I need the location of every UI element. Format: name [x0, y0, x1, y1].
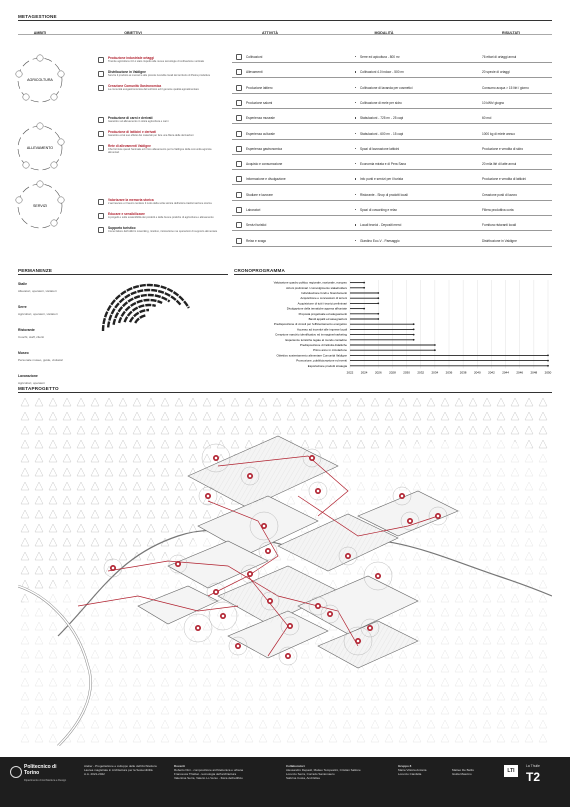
row-divider — [232, 62, 552, 63]
marker-glyph — [317, 605, 319, 607]
gantt-year-label: 2044 — [502, 370, 509, 375]
marker-glyph — [437, 515, 439, 517]
modalita-label: Stabulazioni - 600 m² - 15 capi — [360, 131, 404, 136]
attivita-label: Produzione lattiero — [246, 85, 273, 90]
modalita-label: Ristorante - Shop di prodotti locali — [360, 192, 408, 197]
gantt-year-label: 2048 — [530, 370, 538, 375]
gantt-bar-end — [547, 355, 549, 357]
connector-dot — [355, 133, 356, 134]
department: Dipartimento di Architettura e Design — [24, 779, 67, 782]
row-divider — [232, 108, 552, 109]
gantt-bar-end — [363, 282, 365, 284]
marker-glyph — [249, 573, 251, 575]
objective-icon — [98, 213, 104, 219]
cronoprogramma-title: CRONOPROGRAMMA — [234, 268, 286, 273]
risultato-label: 10 kWh/ giugno — [482, 100, 505, 105]
marker-glyph — [197, 627, 199, 629]
museum-icon — [236, 115, 242, 121]
metaprogetto-title: METAPROGETTO — [18, 386, 59, 391]
gantt-task-label: Predisposizione di l'attività didattiche — [300, 343, 347, 347]
row-divider — [232, 184, 552, 185]
gantt-task-label: Obiettivo sostentamento alimentare Comunità Valdigne — [276, 353, 347, 358]
permanenza-sub: Cuochi, staff, clienti — [18, 335, 44, 339]
university-seal — [10, 766, 22, 778]
connector-dot — [355, 194, 356, 195]
obiettivo-desc: Servire il prodotto ai mercati e alle piccole rivendite locali del territorio di Pietra produttiva — [108, 74, 210, 77]
gantt-task-label: Bandi appalti ed assegnazioni — [308, 317, 347, 321]
collaboratori-label: Collaboratori — [286, 764, 305, 768]
obiettivo-desc: Garantire ed al suo effetto dei materiali per fare una filiera delle derivazioni — [108, 134, 194, 137]
gantt-year-label: 2038 — [459, 370, 467, 375]
gantt-task-label: Divulgazione della tematiche appena affrontate — [286, 306, 347, 311]
marker-glyph — [329, 613, 331, 615]
modalita-label: Locali tecnici - Depositi merci — [360, 223, 402, 228]
risultato-label: Creazione posti di lavoro — [482, 192, 518, 197]
col-risultati: RISULTATI — [502, 31, 520, 35]
gantt-bar-end — [377, 292, 379, 294]
group-members-2: Matteo De Bellis Giulia Mascino — [452, 768, 474, 776]
gantt-task-label: Proposta progettuale ed adeguamenti — [298, 311, 347, 316]
marker-glyph — [369, 627, 371, 629]
modalita-label: Info punti e servizi per il turista — [360, 177, 404, 182]
modalita-label: Spazi di coworking e relax — [360, 208, 398, 212]
obiettivo-desc: L'accrescere e il lavoro rendere il ruolo della volta storica dell'antica trasformazione storica — [108, 202, 212, 205]
permanenza-sub: Personale museo, guide, visitatori — [18, 358, 64, 362]
marker-glyph — [269, 600, 271, 602]
gantt-bar-end — [413, 339, 415, 341]
gantt-year-label: 2030 — [403, 370, 410, 375]
marker-glyph — [215, 457, 217, 459]
marker-glyph — [237, 645, 239, 647]
collaboratori-list: Alessandro Depaoli, Matteo Tempestini, Cristian Sallone Lorenzo Serra, Corrado Santomauro Sabrina Costa, Andi Elisa — [286, 768, 361, 780]
connector-dot — [355, 148, 356, 149]
risultato-label: 76 ettari di ortaggi annui — [482, 55, 517, 59]
row-divider — [232, 215, 552, 216]
ambiti-diagram — [10, 50, 90, 250]
gantt-bar-end — [377, 313, 379, 315]
row-divider — [232, 246, 552, 247]
permanenza-arc — [135, 315, 146, 323]
obiettivo-title: Supporto turistico — [108, 226, 136, 230]
ambito-agricoltura: AGRICOLTURA — [27, 78, 53, 82]
risultato-label: 60 mcl — [482, 116, 492, 121]
gantt-year-label: 2036 — [445, 370, 453, 375]
attivita-label: Esperienza gastronomica — [246, 146, 282, 151]
marker-glyph — [215, 591, 217, 593]
obiettivo-title: Rete di allevamenti Valdigne — [108, 144, 151, 148]
permanenza-sub: Agricoltori, operatori, visitatori — [18, 312, 58, 316]
cart-icon — [236, 161, 242, 167]
permanenza-sub: Allevatori, operatori, visitatori — [18, 289, 57, 293]
ambito-allevamento: ALLEVAMENTO — [26, 146, 54, 150]
gantt-bar-end — [413, 323, 415, 325]
risultato-label: Filiera produttiva corta — [482, 208, 514, 212]
connector-dot — [355, 102, 356, 103]
permanenza-label: Lavorazione — [18, 374, 38, 378]
gantt-task-label: Accesso ad incentivi alle imprese locali — [297, 327, 347, 332]
objective-icon — [98, 117, 104, 123]
brand-logo: LTI — [504, 765, 518, 777]
cronoprogramma-rule — [234, 274, 552, 275]
gantt-task-label: Valutazione quadro politico regionale, nazionale, europeo — [273, 280, 347, 285]
connector-dot — [355, 56, 356, 57]
marker-glyph — [347, 555, 349, 557]
bottle-icon — [236, 85, 242, 91]
metaprogetto-rule — [18, 392, 552, 393]
marker-glyph — [222, 615, 224, 617]
risultato-label: 1000 kg di miele annuo — [482, 131, 515, 136]
modalita-label: Coltivazioni 4.0 indoor - 500 m² — [360, 70, 405, 75]
course-info: Atelier - Progettazione e sviluppo delle dell'Architettura Laurea magistrale in Architettura per la Sostenibilità A.A. 2021-2022 — [84, 764, 157, 776]
gantt-year-label: 2028 — [389, 370, 396, 375]
gantt-year-label: 2046 — [516, 370, 524, 375]
gantt-year-label: 2026 — [374, 370, 382, 375]
gantt-task-label: Esperienze turistiche legate al mondo contadino — [285, 337, 347, 342]
row-divider — [232, 200, 552, 201]
gantt-task-label: Primo anno in circolazione — [313, 348, 347, 353]
group-label: Gruppo 8 — [398, 764, 412, 768]
marker-glyph — [263, 525, 265, 527]
marker-glyph — [267, 550, 269, 552]
obiettivo-title: Valorizzare la memoria storica — [108, 198, 154, 202]
metagestione-title: METAGESTIONE — [18, 14, 57, 19]
modalita-label: Economia mirata e di Pera Sana — [360, 162, 406, 167]
row-divider — [232, 139, 552, 140]
row-divider — [232, 230, 552, 231]
connector-dot — [355, 87, 356, 88]
marker-glyph — [409, 520, 411, 522]
gantt-year-label: 2042 — [488, 370, 495, 375]
table-number: T2 — [526, 770, 541, 784]
marker-glyph — [357, 640, 359, 642]
marker-glyph — [177, 563, 179, 565]
group-members-1: Maria Vittoria Antonia Lorenzo Cianfella — [398, 768, 427, 776]
gantt-bar-end — [377, 303, 379, 305]
obiettivo-desc: A progetti e sulle sostenibilità dei prodotti e delle buone pratiche di agricoltura e allevamento — [108, 216, 214, 219]
gantt-year-label: 2032 — [417, 370, 425, 375]
gantt-bar-end — [377, 318, 379, 320]
objective-icon — [98, 199, 104, 205]
permanenza-arc — [130, 310, 149, 322]
gantt-bar-end — [547, 360, 549, 362]
objective-icon — [98, 57, 104, 63]
attivita-label: Coltivazioni — [246, 55, 263, 59]
risultato-label: Consumo acqua > 15 litri / giorno — [482, 85, 529, 90]
marker-glyph — [401, 495, 403, 497]
permanenze-title: PERMANENZE — [18, 268, 53, 273]
obiettivo-title: Produzione di latticini e derivati — [108, 130, 156, 134]
gantt-bar-end — [363, 287, 365, 289]
attivita-label: Acquisto e consumazione — [246, 162, 283, 167]
permanenza-sub: Agricoltori, operatori — [18, 381, 45, 385]
gantt-bar-end — [413, 329, 415, 331]
objective-icon — [98, 85, 104, 91]
marker-glyph — [207, 495, 209, 497]
row-divider — [232, 154, 552, 155]
col-attivita: ATTIVITÀ — [262, 31, 278, 35]
risultato-label: Produzione e vendita di sidro — [482, 146, 524, 151]
marker-glyph — [249, 475, 251, 477]
permanenza-label: Ristorante — [18, 328, 35, 332]
gantt-bar-end — [434, 349, 436, 351]
row-divider — [232, 93, 552, 94]
info-icon — [236, 176, 242, 182]
gantt-chart — [234, 278, 552, 378]
modalita-label: Stabulazioni - 725 m² - 25 capi — [360, 116, 404, 121]
row-divider — [232, 169, 552, 170]
gantt-year-label: 2022 — [346, 370, 354, 375]
modalita-label: Coltivazione di lavanda per cosmetici — [360, 85, 413, 90]
gantt-task-label: Acquisizione di tutti i tecnici preliminari — [297, 301, 347, 306]
bed-icon — [236, 222, 242, 228]
gantt-bar-end — [547, 365, 549, 367]
gantt-bar-end — [413, 334, 415, 336]
tool-icon — [236, 207, 242, 213]
gantt-bar-end — [377, 297, 379, 299]
gantt-task-label: Azioni preliminari / coinvolgimento stakeholders — [286, 285, 347, 290]
obiettivo-title: Educare e sensibilizzare — [108, 212, 145, 216]
laptop-icon — [236, 192, 242, 198]
gantt-year-label: 2040 — [473, 370, 481, 375]
permanenze-arc-chart — [94, 276, 204, 386]
tree-icon — [236, 238, 242, 244]
col-ambiti: AMBITI — [33, 31, 47, 35]
permanenze-rule — [18, 274, 228, 275]
ambito-servizi: SERVIZI — [33, 204, 47, 208]
obiettivo-title: Distribuzione in Valdigne — [108, 70, 146, 74]
connector-dot — [355, 117, 356, 118]
site-axonometry — [18, 396, 552, 746]
place-name: La Thuile — [526, 764, 540, 768]
docenti-list: Roberto Dini - composizione architettonica e urbana Francesca Thiébat - tecnologia dell'architettura Valentina Serra, Valerio Lo Verso - fisica dell'edificio — [174, 768, 244, 780]
gantt-year-label: 2050 — [544, 370, 552, 375]
marker-glyph — [112, 567, 114, 569]
fork-icon — [236, 146, 242, 152]
connector-dot — [355, 240, 356, 241]
connector-dot — [355, 224, 356, 225]
obiettivo-title: Produzione di carni e derivati — [108, 116, 153, 120]
marker-glyph — [289, 625, 291, 627]
book-icon — [236, 131, 242, 137]
university-name: Politecnico di Torino — [24, 764, 57, 776]
permanenza-label: Stalle — [18, 282, 28, 286]
ham-icon — [236, 100, 242, 106]
obiettivo-title: Creazione Comunità Gastronomica — [108, 84, 162, 88]
attivita-label: Esperienza museale — [246, 116, 275, 121]
gantt-bar-end — [363, 308, 365, 310]
column-header-rule — [18, 34, 552, 35]
obiettivo-desc: La comunità enogastronomica del territorio ed il genuine qualità agroalimentare — [108, 88, 199, 91]
attivita-label: Produzione salumi — [246, 100, 273, 105]
obiettivo-title: Produzione industriale ortaggi — [108, 56, 155, 60]
modalita-label: Serre ed apicoltura - 800 m² — [360, 55, 400, 59]
marker-glyph — [287, 655, 289, 657]
footer-bar — [0, 757, 570, 807]
attivita-label: Relax e svago — [246, 238, 267, 243]
attivita-label: Allevamenti — [246, 70, 263, 75]
obiettivo-desc: Tramite agricoltura 4.0 è stato rispetto alle nuove tecnologie di coltivazione verticale — [108, 60, 205, 63]
risultato-label: Fornitura ristoranti locali — [482, 223, 517, 228]
gantt-task-label: Esportazione prodotti strategia — [307, 363, 347, 368]
objective-icon — [98, 227, 104, 233]
col-modalita: MODALITÀ — [374, 31, 394, 35]
row-divider — [232, 123, 552, 124]
gantt-bar-end — [434, 344, 436, 346]
attivita-label: Studiare e lavorare — [246, 192, 273, 197]
attivita-label: Laboratori — [246, 208, 261, 212]
attivita-label: Esperienza culturale — [246, 131, 275, 136]
modalita-label: Giardino Eco-V - Paesaggio — [360, 238, 400, 243]
gantt-year-label: 2024 — [360, 370, 368, 375]
cow-icon — [236, 69, 242, 75]
gantt-year-label: 2034 — [431, 370, 439, 375]
gantt-task-label: Predisposizione di vincoli per l'efficientamento energetico — [273, 322, 347, 327]
gantt-task-label: Individuazione fondi e finanziamenti — [301, 291, 347, 295]
objective-icon — [98, 131, 104, 137]
permanenza-label: Serre — [18, 305, 27, 309]
row-divider — [232, 77, 552, 78]
marker-glyph — [311, 457, 313, 459]
activity-table — [232, 54, 552, 254]
risultato-label: 20 mila litri di latte annui — [482, 162, 517, 167]
modalita-label: Spazi di lavorazione latticini — [360, 146, 400, 151]
obiettivo-desc: Come fattore dell'utilizzo coworking, ricettivo, ristorazione ma operazioni di supporto alimentare — [108, 230, 218, 233]
connector-dot — [355, 71, 356, 72]
marker-glyph — [317, 490, 319, 492]
obiettivo-desc: Garantire sul allevamento in ottica agricoltura e carni — [108, 120, 169, 123]
objective-icon — [98, 71, 104, 77]
attivita-label: Servizi turistici — [246, 223, 267, 228]
risultato-label: Produzione e vendita di latticini — [482, 177, 526, 182]
metagestione-rule — [18, 20, 552, 21]
permanenza-label: Museo — [18, 351, 29, 355]
docenti-label: Docenti — [174, 764, 186, 768]
risultato-label: 20 specie di ortaggi — [482, 70, 510, 75]
attivita-label: Informazione e divulgazione — [246, 177, 286, 182]
gantt-task-label: Promozione, pubblicizzazione ed eventi — [296, 358, 347, 363]
connector-dot — [355, 178, 356, 179]
risultato-label: Distribuzione in Valdigne — [482, 238, 517, 243]
connector-dot — [355, 209, 356, 210]
objective-icon — [98, 145, 104, 151]
gantt-task-label: Creazione marchio identificativo ed immagine/marketing — [275, 332, 347, 337]
connector-dot — [355, 163, 356, 164]
modalita-label: Coltivazione di mele per sidro — [360, 100, 402, 105]
obiettivo-desc: Che fornisce questi l'animale ed il loro allevamento per la Valdigne della comunità agricola alimentari — [108, 148, 212, 155]
leaf-icon — [236, 54, 242, 60]
marker-glyph — [377, 575, 379, 577]
gantt-task-label: Acquisizione e concessioni di terreni — [300, 296, 347, 301]
col-obiettivi: OBIETTIVI — [124, 31, 142, 35]
